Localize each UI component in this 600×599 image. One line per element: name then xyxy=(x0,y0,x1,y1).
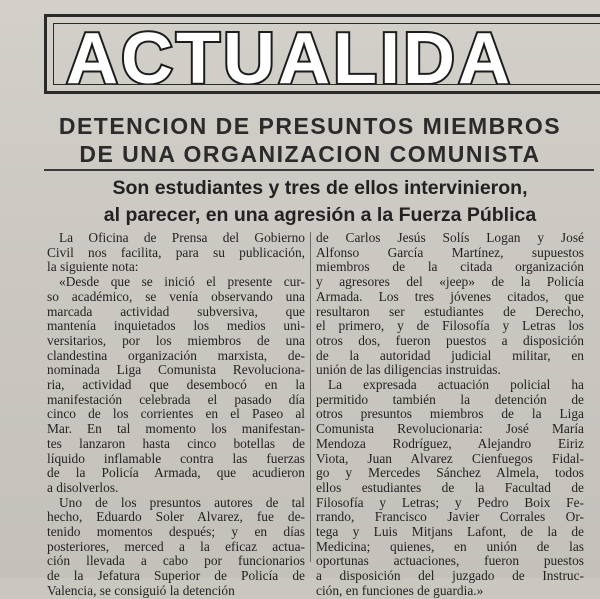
article-line: Uno de los presuntos autores de tal xyxy=(59,495,305,510)
article-line: permitido también la detención de xyxy=(316,392,584,407)
article-line: Filosofía y Letras; y Pedro Boix Fe- xyxy=(316,495,584,510)
article-line: tenido momentos después; y en días xyxy=(47,525,305,540)
article-line: el primero, y de Filosofía y Letras los xyxy=(316,319,584,334)
article-line: otros dos, fueron puestos a disposición xyxy=(316,333,584,348)
article-line: cinco de los corrientes en el Paseo al xyxy=(47,407,305,422)
subheadline-line-1: Son estudiantes y tres de ellos intervinieron, xyxy=(112,177,528,199)
article-line: Valencia, se consiguió la detención xyxy=(47,583,235,598)
headline xyxy=(40,112,580,168)
article-line: La expresada actuación policial ha xyxy=(328,378,584,393)
article-line: a disposición del juzgado de Instruc- xyxy=(316,569,584,584)
article-line: marcada actividad subversiva, que xyxy=(47,304,305,319)
article-line: y agresores del «jeep» de la Policía xyxy=(316,275,584,290)
article-line: mantenía inquietados los medios uni- xyxy=(47,319,305,334)
masthead-inner-frame xyxy=(53,23,600,85)
masthead-banner xyxy=(44,14,600,94)
article-line: resultaron ser estudiantes de Derecho, xyxy=(316,304,584,319)
article-line: a disolverlos. xyxy=(47,480,119,495)
article-line: manifestación celebrada el pasado día xyxy=(47,392,305,407)
headline-line-1: DETENCION DE PRESUNTOS MIEMBROS xyxy=(58,113,562,139)
article-line: nominada Liga Comunista Revoluciona- xyxy=(47,363,305,378)
article-line: otros presuntos miembros de la Liga xyxy=(316,407,584,422)
article-line: Civil nos facilita, para su publicación, xyxy=(47,245,305,260)
subheadline xyxy=(40,175,600,229)
article-line: líquido inflamable contra las fuerzas xyxy=(47,451,305,466)
article-line: Armada. Los tres jóvenes citados, que xyxy=(316,289,584,304)
article-column-left xyxy=(47,231,305,599)
article-line: ria, actividad que desembocó en la xyxy=(47,378,305,393)
article-line: hecho, Eduardo Soler Alvarez, fue de- xyxy=(47,510,305,525)
headline-line-2: DE UNA ORGANIZACION COMUNISTA xyxy=(79,141,541,167)
headline-rule xyxy=(44,169,594,171)
article-line: ellos estudiantes de la Facultad de xyxy=(316,480,584,495)
article-line: Alfonso García Martínez, supuestos xyxy=(316,245,584,260)
subheadline-line-2: al parecer, en una agresión a la Fuerza Pública xyxy=(103,204,537,226)
article-line: Comunista Revolucionaria: José María xyxy=(316,422,584,437)
article-line: de la autoridad judicial militar, en xyxy=(316,348,584,363)
article-line: de Carlos Jesús Solís Logan y José xyxy=(316,231,584,245)
article-line: clandestina organización marxista, de- xyxy=(47,348,305,363)
article-line: tes lanzaron hasta cinco botellas de xyxy=(47,436,305,451)
article-line: posteriores, merced a la eficaz actua- xyxy=(47,539,305,554)
article-line: ción llevada a cabo por funcionarios xyxy=(47,554,305,569)
article-line: La Oficina de Prensa del Gobierno xyxy=(59,231,305,245)
article-line: tega y Luis Mitjans Lafont, de la de xyxy=(316,525,584,540)
article-line: de la Policía Armada, que acudieron xyxy=(47,466,305,481)
article-line: la siguiente nota: xyxy=(47,260,139,275)
column-divider xyxy=(310,232,311,562)
article-line: oportunas actuaciones, fueron puestos xyxy=(316,554,584,569)
article-line: so académico, se venía observando una xyxy=(47,289,305,304)
article-line: «Desde que se inició el presente cur- xyxy=(59,275,305,290)
article-line: ción, en funciones de guardia.» xyxy=(316,583,484,598)
article-line: Mendoza Rodríguez, Alejandro Eiriz xyxy=(316,436,584,451)
article-line: go y Mercedes Sánchez Almela, todos xyxy=(316,466,584,481)
article-column-right xyxy=(316,231,584,599)
article-line: de la Jefatura Superior de Policía de xyxy=(47,569,305,584)
article-line: unión de las diligencias instruidas. xyxy=(316,363,501,378)
article-line: Mar. En tal momento los manifestan- xyxy=(47,422,305,437)
article-line: versitarios, por los miembros de una xyxy=(47,333,305,348)
article-line: miembros de la citada organización xyxy=(316,260,584,275)
article-line: Medicina; quienes, en unión de las xyxy=(316,539,584,554)
article-line: rrando, Francisco Javier Corrales Or- xyxy=(316,510,584,525)
article-line: Viota, Juan Alvarez Cienfuegos Fidal- xyxy=(316,451,584,466)
masthead-title: ACTUALIDA xyxy=(66,23,513,85)
